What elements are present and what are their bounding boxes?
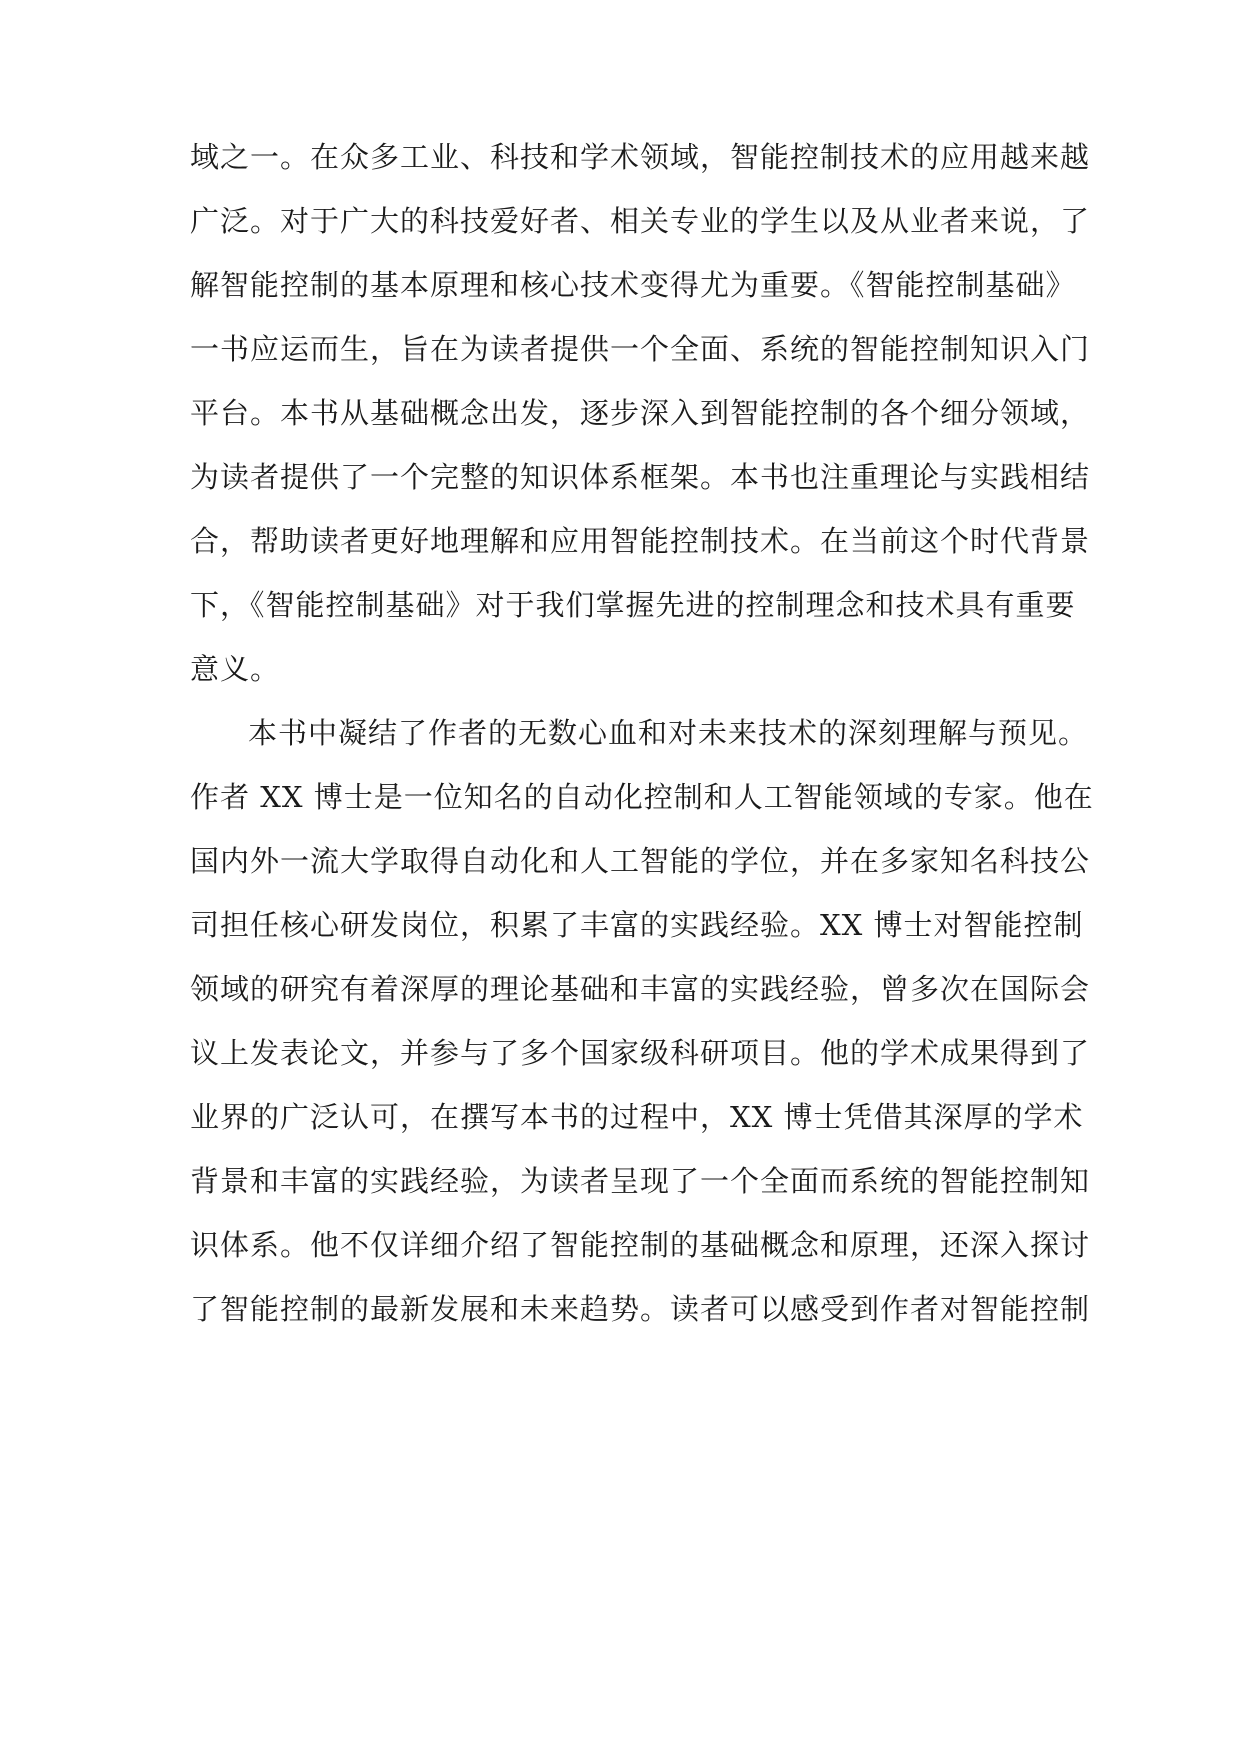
text-line: 领域的研究有着深厚的理论基础和丰富的实践经验，曾多次在国际会 — [190, 972, 1091, 1006]
text-line: 为读者提供了一个完整的知识体系框架。本书也注重理论与实践相结 — [190, 460, 1091, 494]
text-line: 一书应运而生，旨在为读者提供一个全面、系统的智能控制知识入门 — [190, 332, 1091, 366]
text-line: 域之一。在众多工业、科技和学术领域，智能控制技术的应用越来越 — [190, 140, 1091, 174]
text-line: 识体系。他不仅详细介绍了智能控制的基础概念和原理，还深入探讨 — [190, 1228, 1091, 1262]
text-line: 合，帮助读者更好地理解和应用智能控制技术。在当前这个时代背景 — [190, 524, 1091, 558]
text-line: 意义。 — [190, 652, 281, 686]
text-line: 司担任核心研发岗位，积累了丰富的实践经验。XX 博士对智能控制 — [190, 908, 1084, 942]
paragraph-first-line: 本书中凝结了作者的无数心血和对未来技术的深刻理解与预见。 — [248, 716, 1089, 750]
text-line: 了智能控制的最新发展和未来趋势。读者可以感受到作者对智能控制 — [190, 1292, 1091, 1326]
text-line: 下，《智能控制基础》对于我们掌握先进的控制理念和技术具有重要 — [190, 588, 1076, 622]
text-line: 解智能控制的基本原理和核心技术变得尤为重要。《智能控制基础》 — [190, 268, 1076, 302]
text-line: 作者 XX 博士是一位知名的自动化控制和人工智能领域的专家。他在 — [190, 780, 1094, 814]
text-line: 业界的广泛认可，在撰写本书的过程中，XX 博士凭借其深厚的学术 — [190, 1100, 1084, 1134]
text-line: 国内外一流大学取得自动化和人工智能的学位，并在多家知名科技公 — [190, 844, 1091, 878]
text-line: 议上发表论文，并参与了多个国家级科研项目。他的学术成果得到了 — [190, 1036, 1091, 1070]
text-line: 广泛。对于广大的科技爱好者、相关专业的学生以及从业者来说，了 — [190, 204, 1091, 238]
text-line: 平台。本书从基础概念出发，逐步深入到智能控制的各个细分领域， — [190, 396, 1091, 430]
text-line: 背景和丰富的实践经验，为读者呈现了一个全面而系统的智能控制知 — [190, 1164, 1091, 1198]
